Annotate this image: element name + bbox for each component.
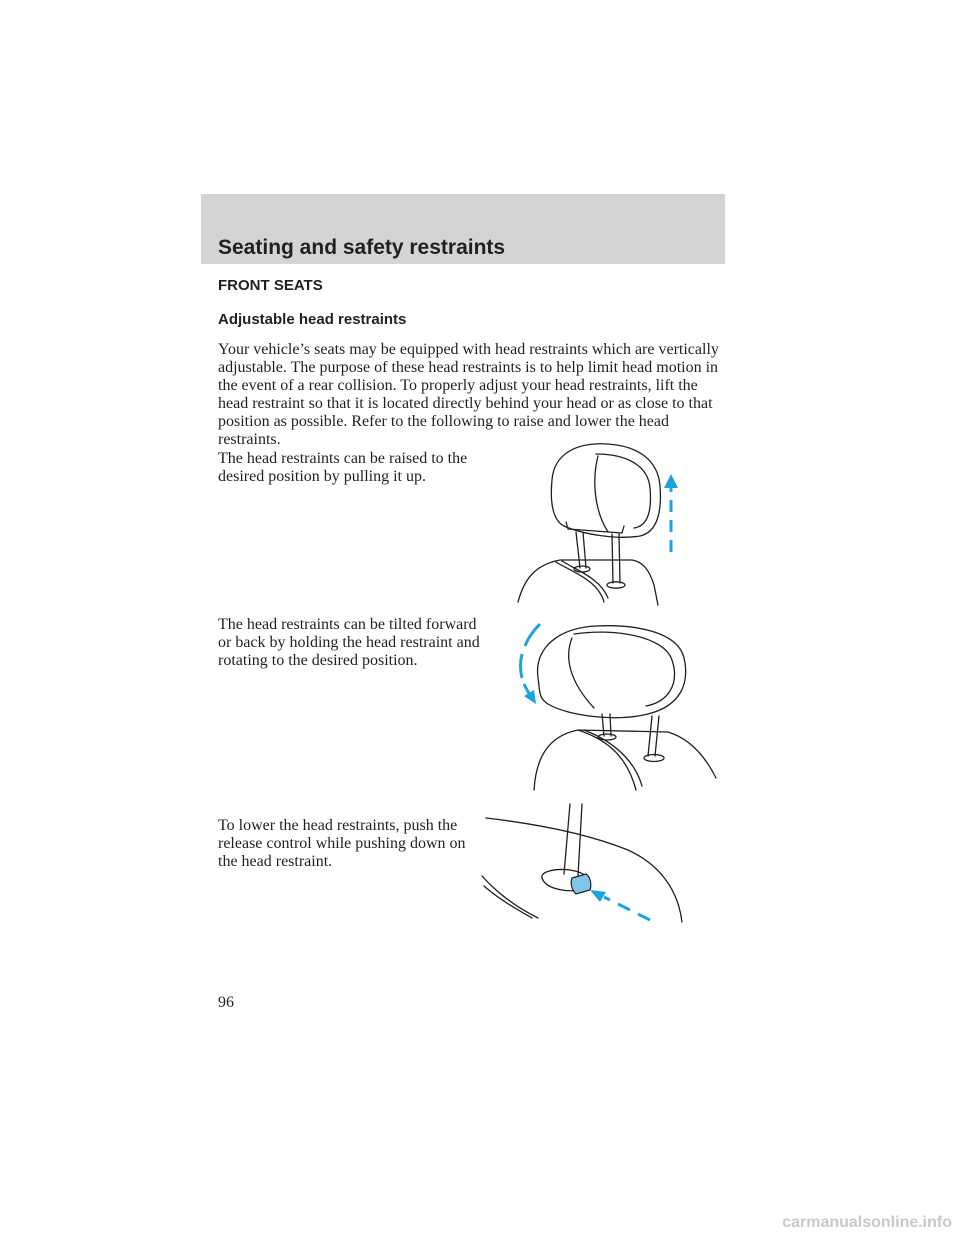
watermark-text: carmanualsonline.info bbox=[782, 1214, 952, 1231]
head-restraint-release-illustration bbox=[478, 798, 688, 926]
head-restraint-raise-illustration bbox=[512, 440, 692, 610]
head-restraint-tilt-illustration bbox=[518, 618, 723, 793]
release-button-icon bbox=[571, 874, 591, 894]
curved-arrow-icon bbox=[524, 690, 536, 704]
up-arrow-icon bbox=[664, 474, 678, 488]
chapter-title: Seating and safety restraints bbox=[218, 236, 506, 259]
tilt-instruction-paragraph: The head restraints can be tilted forward or back by holding the head restraint and rotating to the desired position. bbox=[218, 616, 480, 669]
section-heading: FRONT SEATS bbox=[218, 277, 323, 294]
raise-instruction-paragraph: The head restraints can be raised to the desired position by pulling it up. bbox=[218, 450, 468, 485]
intro-paragraph: Your vehicle’s seats may be equipped with head restraints which are vertically adjustable. The purpose of these head restraints is to help limit head motion in the event of a rear collision. To properly adjust your head restraints, lift the head restraint so that it is located directly behind your head or as close to that position as possible. Refer to the following to raise and lower the head restraints. bbox=[218, 341, 719, 448]
subsection-heading: Adjustable head restraints bbox=[218, 311, 407, 328]
lower-instruction-paragraph: To lower the head restraints, push the release control while pushing down on the head restraint. bbox=[218, 817, 466, 870]
chapter-header-band bbox=[201, 194, 725, 264]
page-number: 96 bbox=[218, 994, 234, 1011]
push-arrow-icon bbox=[590, 890, 606, 902]
